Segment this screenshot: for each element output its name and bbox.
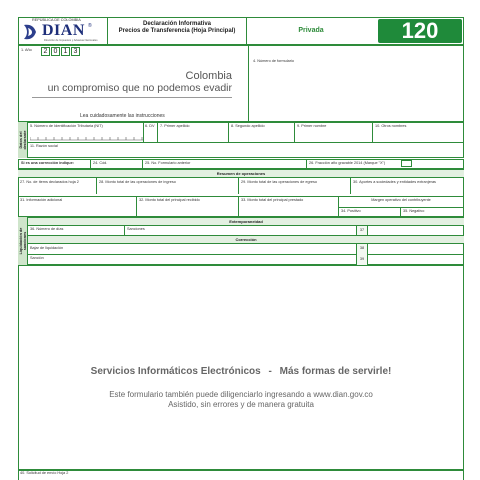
additional-info-label: 31. Información adicional: [20, 198, 63, 202]
fraction-year-field[interactable]: [306, 159, 464, 169]
second-surname-label: 8. Segundo apellido: [231, 124, 265, 128]
margin-negative-field[interactable]: [400, 207, 464, 217]
year-digit-4: 3: [71, 47, 80, 56]
nit-label: 5. Número de Identificación Tributaria (NIT): [30, 124, 103, 128]
form-number-badge: [378, 19, 462, 43]
slogan-line1: Colombia: [185, 70, 232, 82]
liquidation-number: 38: [356, 244, 368, 254]
year-digit-3: 1: [61, 47, 70, 56]
first-name-label: 9. Primer nombre: [297, 124, 327, 128]
liquidation-value-input[interactable]: [368, 244, 464, 254]
form-title-line2: Precios de Transferencia (Hoja Principal): [118, 28, 236, 34]
sanction-number: 37: [356, 226, 368, 235]
logo-text: DIAN: [42, 22, 85, 39]
previous-form-label: 25. No. Formulario anterior: [145, 161, 191, 165]
request-sheet2-field[interactable]: [18, 470, 464, 480]
slogan-line2: un compromiso que no podemos evadir: [47, 82, 232, 94]
logo-registered-mark: ®: [88, 23, 92, 29]
extemporaneity-title: Extemporaneidad: [28, 217, 464, 226]
logo-subtitle: Dirección de Impuestos y Aduanas Nacionales: [44, 39, 98, 42]
electronic-services-headline: [18, 366, 464, 377]
year-digit-1: 2: [41, 47, 50, 56]
correction-title: Corrección: [28, 235, 464, 244]
principal-lent-label: 33. Monto total del principal prestado: [241, 198, 304, 202]
privacy-label: Privada: [298, 27, 324, 34]
income-ops-label: 28. Monto total de las operaciones de ingreso: [99, 180, 176, 184]
online-form-note-line1: Este formulario también puede diligenciarlo ingresando a www.dian.gov.co: [109, 390, 373, 399]
egress-ops-label: 29. Monto total de las operaciones de egreso: [241, 180, 317, 184]
form-number: 120: [401, 18, 439, 43]
correction-prompt: Si es una corrección indique:: [21, 161, 74, 165]
income-ops-field[interactable]: [96, 178, 238, 194]
contributions-label: 30. Aportes a sociedades y entidades extranjeras: [353, 180, 436, 184]
instructions-note: Lea cuidadosamente las instrucciones: [80, 113, 165, 119]
contributions-field[interactable]: [350, 178, 464, 194]
logo-emblem-icon: [22, 23, 42, 41]
items-declared-field[interactable]: [18, 178, 96, 194]
sanctions-side-label: Liquidación de sanciones: [18, 227, 27, 255]
nit-field[interactable]: [28, 122, 143, 142]
other-names-field[interactable]: [372, 122, 464, 142]
days-field[interactable]: [28, 226, 124, 235]
margin-positive-field[interactable]: [338, 207, 400, 217]
margin-negative-label: 35. Negativo: [403, 209, 425, 213]
correction-code-label: 24. Cód.: [93, 161, 108, 165]
additional-info-field[interactable]: [18, 196, 136, 217]
other-names-label: 10. Otros nombres: [375, 124, 407, 128]
egress-ops-field[interactable]: [238, 178, 350, 194]
headline-part2: Más formas de servirle!: [279, 366, 392, 377]
days-label: 36. Número de días: [30, 227, 64, 231]
liquidation-field[interactable]: [28, 244, 356, 254]
dv-field[interactable]: [143, 122, 157, 142]
online-form-note: [18, 390, 464, 410]
principal-received-label: 32. Monto total del principal recibido: [139, 198, 200, 202]
sanction-field[interactable]: [124, 226, 356, 235]
principal-lent-field[interactable]: [238, 196, 338, 217]
fraction-year-checkbox[interactable]: [401, 160, 412, 167]
margin-positive-label: 34. Positivo: [341, 209, 361, 213]
operations-summary-title: Resumen de operaciones: [18, 169, 464, 178]
business-name-field[interactable]: [28, 142, 464, 158]
first-surname-label: 7. Primer apellido: [160, 124, 190, 128]
previous-form-field[interactable]: [142, 159, 306, 169]
country-label: REPÚBLICA DE COLOMBIA: [32, 18, 81, 22]
year-label: 1. Año: [21, 48, 32, 52]
fraction-year-label: 26. Fracción año gravable 2014 (Marque "X"): [309, 161, 386, 165]
second-surname-field[interactable]: [228, 122, 294, 142]
first-name-field[interactable]: [294, 122, 372, 142]
year-digit-2: 0: [51, 47, 60, 56]
slogan: [30, 70, 232, 94]
headline-separator: -: [268, 366, 272, 377]
liquidation-label: Bajar de liquidación: [30, 246, 64, 250]
business-name-label: 11. Razón social: [30, 144, 58, 148]
sanction2-value-input[interactable]: [368, 254, 464, 265]
sanction2-field[interactable]: [28, 254, 356, 265]
form-title-line1: Declaración Informativa: [142, 21, 212, 27]
year-input[interactable]: [41, 47, 81, 56]
online-form-note-line2: Asistido, sin errores y de manera gratuita: [168, 400, 314, 409]
form-number-field-label: 4. Número de formulario: [253, 59, 294, 63]
sanction-value-input[interactable]: [368, 226, 464, 235]
correction-code-field[interactable]: [90, 159, 142, 169]
declarant-side-label: Datos del declarante: [18, 130, 27, 150]
dian-logo: [22, 17, 102, 44]
form-title: [108, 21, 246, 35]
sanction2-label: Sanción: [30, 256, 44, 260]
headline-part1: Servicios Informáticos Electrónicos: [90, 366, 261, 377]
principal-received-field[interactable]: [136, 196, 238, 217]
request-sheet2-label: 40. Solicitud de envío Hoja 2: [20, 471, 69, 475]
first-surname-field[interactable]: [157, 122, 228, 142]
sanction2-number: 39: [356, 254, 368, 265]
items-declared-label: 27. No. de ítems declarados hoja 2: [20, 180, 79, 184]
sanction-label: Sanciones: [127, 227, 145, 231]
operating-margin-label: Margen operativo del contribuyente: [371, 198, 431, 202]
nit-digit-ticks: [30, 136, 143, 141]
dv-label: 6. DV: [145, 124, 155, 128]
